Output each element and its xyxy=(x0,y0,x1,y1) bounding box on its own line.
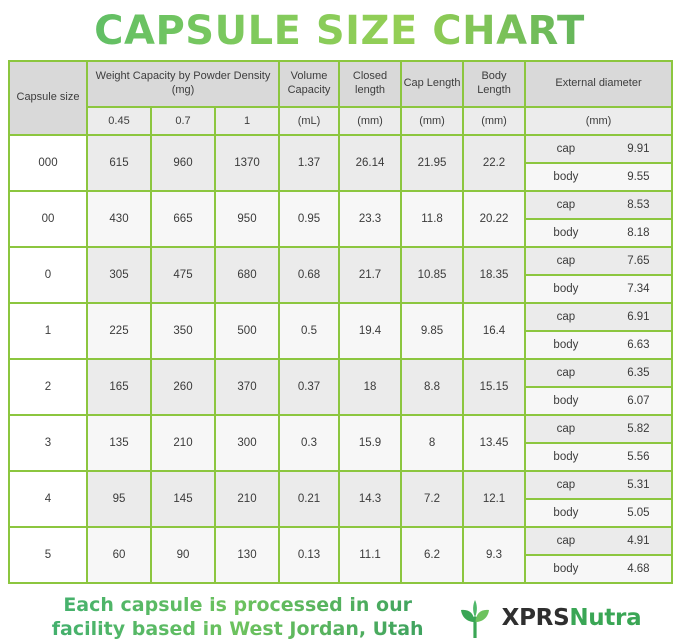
header-external-diameter: External diameter xyxy=(525,61,672,107)
cell-external-diameter xyxy=(525,135,672,191)
cell-density-1: 1370 xyxy=(215,135,279,191)
external-cap-label: cap xyxy=(556,255,576,267)
external-body-row xyxy=(526,164,671,190)
external-body-value: 4.68 xyxy=(627,563,650,575)
external-body-row xyxy=(526,276,671,302)
external-body-value: 5.05 xyxy=(627,507,650,519)
cell-cap-length: 8 xyxy=(401,415,463,471)
header-cap-length: Cap Length xyxy=(401,61,463,107)
cell-body-length: 18.35 xyxy=(463,247,525,303)
external-body-row xyxy=(526,500,671,526)
external-cap-label: cap xyxy=(556,479,576,491)
external-cap-label: cap xyxy=(556,423,576,435)
external-cap-value: 6.91 xyxy=(627,311,650,323)
cell-volume: 0.5 xyxy=(279,303,339,359)
brand-name-first: XPRS xyxy=(501,604,570,631)
external-body-row xyxy=(526,556,671,582)
leaf-icon xyxy=(456,598,494,638)
cell-body-length: 13.45 xyxy=(463,415,525,471)
cell-volume: 0.13 xyxy=(279,527,339,583)
cell-density-1: 130 xyxy=(215,527,279,583)
external-body-value: 9.55 xyxy=(627,171,650,183)
cell-density-07: 145 xyxy=(151,471,215,527)
external-cap-value: 8.53 xyxy=(627,199,650,211)
external-cap-row xyxy=(526,304,671,332)
external-cap-value: 6.35 xyxy=(627,367,650,379)
header-body-length: Body Length xyxy=(463,61,525,107)
external-cap-label: cap xyxy=(556,143,576,155)
table-row xyxy=(9,359,672,415)
external-cap-value: 4.91 xyxy=(627,535,650,547)
footer xyxy=(0,584,679,642)
external-cap-label: cap xyxy=(556,367,576,379)
external-cap-row xyxy=(526,360,671,388)
external-body-label: body xyxy=(553,507,579,519)
brand-name-second: Nutra xyxy=(569,604,642,631)
cell-density-07: 260 xyxy=(151,359,215,415)
cell-volume: 0.3 xyxy=(279,415,339,471)
cell-volume: 0.95 xyxy=(279,191,339,247)
subheader-density-1: 1 xyxy=(215,107,279,135)
external-body-value: 7.34 xyxy=(627,283,650,295)
cell-body-length: 16.4 xyxy=(463,303,525,359)
cell-external-diameter xyxy=(525,359,672,415)
external-cap-label: cap xyxy=(556,311,576,323)
cell-closed-length: 19.4 xyxy=(339,303,401,359)
cell-volume: 0.68 xyxy=(279,247,339,303)
external-body-row xyxy=(526,220,671,246)
table-body xyxy=(9,135,672,583)
cell-size: 1 xyxy=(9,303,87,359)
cell-density-1: 210 xyxy=(215,471,279,527)
table-row xyxy=(9,415,672,471)
table-row xyxy=(9,303,672,359)
cell-density-07: 210 xyxy=(151,415,215,471)
cell-density-045: 225 xyxy=(87,303,151,359)
external-body-label: body xyxy=(553,283,579,295)
cell-density-07: 960 xyxy=(151,135,215,191)
cell-density-045: 60 xyxy=(87,527,151,583)
cell-closed-length: 23.3 xyxy=(339,191,401,247)
cell-size: 3 xyxy=(9,415,87,471)
cell-body-length: 12.1 xyxy=(463,471,525,527)
cell-density-07: 350 xyxy=(151,303,215,359)
header-volume-capacity: Volume Capacity xyxy=(279,61,339,107)
cell-closed-length: 26.14 xyxy=(339,135,401,191)
table-row xyxy=(9,471,672,527)
table-row xyxy=(9,247,672,303)
header-closed-length: Closed length xyxy=(339,61,401,107)
cell-body-length: 9.3 xyxy=(463,527,525,583)
external-body-label: body xyxy=(553,227,579,239)
external-cap-value: 9.91 xyxy=(627,143,650,155)
external-cap-row xyxy=(526,136,671,164)
external-cap-value: 5.82 xyxy=(627,423,650,435)
external-cap-label: cap xyxy=(556,535,576,547)
cell-cap-length: 7.2 xyxy=(401,471,463,527)
cell-density-045: 305 xyxy=(87,247,151,303)
cell-body-length: 22.2 xyxy=(463,135,525,191)
cell-density-07: 475 xyxy=(151,247,215,303)
cell-size: 4 xyxy=(9,471,87,527)
cell-cap-length: 8.8 xyxy=(401,359,463,415)
table-header-row xyxy=(9,61,672,107)
cell-density-045: 135 xyxy=(87,415,151,471)
capsule-size-table xyxy=(8,60,673,584)
cell-external-diameter xyxy=(525,191,672,247)
table-subheader-row xyxy=(9,107,672,135)
cell-volume: 0.37 xyxy=(279,359,339,415)
external-body-value: 8.18 xyxy=(627,227,650,239)
header-weight-capacity: Weight Capacity by Powder Density (mg) xyxy=(87,61,279,107)
cell-size: 2 xyxy=(9,359,87,415)
cell-cap-length: 21.95 xyxy=(401,135,463,191)
external-cap-row xyxy=(526,528,671,556)
cell-density-07: 90 xyxy=(151,527,215,583)
chart-table-container xyxy=(0,60,679,584)
cell-closed-length: 14.3 xyxy=(339,471,401,527)
external-body-label: body xyxy=(553,171,579,183)
external-body-value: 5.56 xyxy=(627,451,650,463)
table-row xyxy=(9,135,672,191)
cell-external-diameter xyxy=(525,303,672,359)
header-capsule-size: Capsule size xyxy=(9,61,87,135)
cell-density-1: 950 xyxy=(215,191,279,247)
cell-volume: 0.21 xyxy=(279,471,339,527)
cell-closed-length: 18 xyxy=(339,359,401,415)
table-row xyxy=(9,527,672,583)
external-body-row xyxy=(526,332,671,358)
cell-density-045: 165 xyxy=(87,359,151,415)
external-cap-row xyxy=(526,416,671,444)
cell-cap-length: 6.2 xyxy=(401,527,463,583)
cell-density-045: 95 xyxy=(87,471,151,527)
cell-density-045: 430 xyxy=(87,191,151,247)
cell-cap-length: 11.8 xyxy=(401,191,463,247)
external-cap-value: 5.31 xyxy=(627,479,650,491)
cell-density-1: 500 xyxy=(215,303,279,359)
cell-body-length: 15.15 xyxy=(463,359,525,415)
cell-density-045: 615 xyxy=(87,135,151,191)
footer-message: Each capsule is processed in our facility based in West Jordan, Utah xyxy=(38,594,438,642)
cell-external-diameter xyxy=(525,471,672,527)
cell-cap-length: 10.85 xyxy=(401,247,463,303)
cell-external-diameter xyxy=(525,415,672,471)
external-body-row xyxy=(526,388,671,414)
external-body-label: body xyxy=(553,451,579,463)
cell-density-1: 300 xyxy=(215,415,279,471)
external-cap-label: cap xyxy=(556,199,576,211)
external-cap-value: 7.65 xyxy=(627,255,650,267)
brand-name xyxy=(502,605,642,631)
page-title: CAPSULE SIZE CHART xyxy=(0,0,679,60)
subheader-body-unit: (mm) xyxy=(463,107,525,135)
subheader-external-unit: (mm) xyxy=(525,107,672,135)
cell-size: 000 xyxy=(9,135,87,191)
brand-lockup xyxy=(456,598,642,638)
cell-density-1: 680 xyxy=(215,247,279,303)
external-body-value: 6.63 xyxy=(627,339,650,351)
cell-closed-length: 11.1 xyxy=(339,527,401,583)
cell-size: 0 xyxy=(9,247,87,303)
external-body-value: 6.07 xyxy=(627,395,650,407)
cell-volume: 1.37 xyxy=(279,135,339,191)
external-cap-row xyxy=(526,248,671,276)
cell-cap-length: 9.85 xyxy=(401,303,463,359)
cell-external-diameter xyxy=(525,527,672,583)
external-body-label: body xyxy=(553,339,579,351)
cell-density-1: 370 xyxy=(215,359,279,415)
cell-closed-length: 15.9 xyxy=(339,415,401,471)
subheader-volume-unit: (mL) xyxy=(279,107,339,135)
cell-external-diameter xyxy=(525,247,672,303)
cell-size: 00 xyxy=(9,191,87,247)
external-body-label: body xyxy=(553,395,579,407)
subheader-density-045: 0.45 xyxy=(87,107,151,135)
subheader-cap-unit: (mm) xyxy=(401,107,463,135)
external-cap-row xyxy=(526,192,671,220)
cell-closed-length: 21.7 xyxy=(339,247,401,303)
subheader-closed-unit: (mm) xyxy=(339,107,401,135)
cell-body-length: 20.22 xyxy=(463,191,525,247)
external-cap-row xyxy=(526,472,671,500)
external-body-label: body xyxy=(553,563,579,575)
subheader-density-07: 0.7 xyxy=(151,107,215,135)
external-body-row xyxy=(526,444,671,470)
cell-density-07: 665 xyxy=(151,191,215,247)
cell-size: 5 xyxy=(9,527,87,583)
table-row xyxy=(9,191,672,247)
